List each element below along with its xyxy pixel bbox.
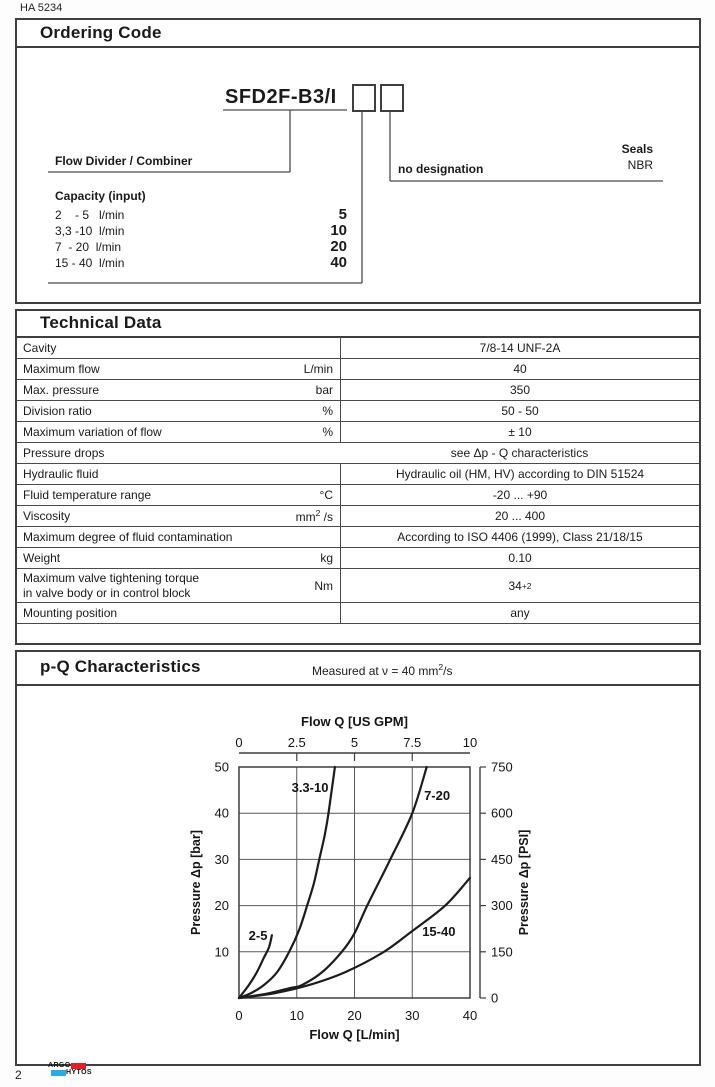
chart-bottom-tick-label: 40 <box>462 1008 478 1023</box>
chart-left-tick-label: 10 <box>214 944 229 960</box>
technical-label: Viscosity <box>23 508 71 523</box>
technical-unit: bar <box>315 383 333 397</box>
technical-label: Maximum variation of flow <box>23 424 162 439</box>
technical-row <box>17 380 699 401</box>
technical-value: any <box>340 603 699 623</box>
chart-right-tick-label: 600 <box>491 805 513 821</box>
technical-row <box>17 485 699 506</box>
logo-cyan-block <box>51 1070 66 1076</box>
technical-label: Maximum flow <box>23 361 100 376</box>
technical-value: According to ISO 4406 (1999), Class 21/18/15 <box>340 527 699 547</box>
technical-value: 40 <box>340 359 699 379</box>
technical-row <box>17 569 699 603</box>
chart-top-axis-title: Flow Q [US GPM] <box>301 714 408 729</box>
chart-curve-label-7-20: 7-20 <box>424 788 451 804</box>
technical-data-header <box>17 311 699 338</box>
pq-chart <box>142 690 542 1062</box>
chart-top-tick-label: 10 <box>462 735 478 750</box>
technical-value: 34 +2 <box>340 569 699 602</box>
technical-label: Maximum valve tightening torque in valve body or in control block <box>23 570 200 600</box>
technical-unit: Nm <box>314 578 333 593</box>
logo-word-hytos: HYTOS <box>66 1069 92 1076</box>
chart-left-axis-title: Pressure Δp [bar] <box>189 830 203 935</box>
pq-characteristics-section <box>15 650 701 1066</box>
capacity-row <box>55 207 347 223</box>
technical-value: 50 - 50 <box>340 401 699 421</box>
chart-right-tick-label: 300 <box>491 898 513 914</box>
capacity-code: 20 <box>330 238 347 255</box>
chart-bottom-tick-label: 30 <box>405 1008 420 1023</box>
flow-divider-label: Flow Divider / Combiner <box>55 154 193 168</box>
capacity-row <box>55 239 347 255</box>
technical-label: Maximum degree of fluid contamination <box>23 529 233 544</box>
chart-curve-3.3-10 <box>239 767 335 998</box>
chart-curve-label-2-5: 2-5 <box>248 928 268 944</box>
chart-top-tick-label: 2.5 <box>287 735 306 750</box>
measured-at-note: Measured at ν = 40 $mm^2/s$ <box>312 662 453 678</box>
capacity-range: 3,3 -10 l/min <box>55 224 125 238</box>
pq-header <box>17 652 699 686</box>
technical-label: Mounting position <box>23 605 118 620</box>
pq-title: p-Q Characteristics <box>40 657 201 676</box>
capacity-list <box>55 207 347 271</box>
logo-red-block <box>71 1063 86 1069</box>
chart-right-tick-label: 0 <box>491 990 499 1006</box>
argo-hytos-logo <box>48 1062 98 1076</box>
technical-unit: L/min <box>303 362 333 376</box>
chart-curve-label-3.3-10: 3.3-10 <box>291 779 329 795</box>
chart-top-tick-label: 0 <box>235 735 243 750</box>
ordering-code-value: SFD2F-B3/I <box>225 86 337 108</box>
chart-bottom-tick-label: 0 <box>235 1008 243 1023</box>
technical-label: Cavity <box>23 340 57 355</box>
technical-value: ± 10 <box>340 422 699 442</box>
chart-right-tick-label: 750 <box>491 759 513 775</box>
technical-data-section <box>15 309 701 645</box>
technical-row <box>17 338 699 359</box>
ordering-option-box-2 <box>380 84 404 112</box>
chart-right-tick-label: 450 <box>491 851 513 867</box>
ordering-code-section <box>15 18 701 304</box>
capacity-code: 10 <box>330 222 347 239</box>
chart-top-tick-label: 5 <box>350 735 359 750</box>
technical-label: Pressure drops <box>23 445 105 460</box>
technical-row <box>17 548 699 569</box>
technical-label: Hydraulic fluid <box>23 466 99 481</box>
technical-row <box>17 422 699 443</box>
chart-left-tick-label: 50 <box>214 759 229 775</box>
chart-curve-2-5 <box>239 935 272 998</box>
chart-left-tick-label: 40 <box>214 805 229 821</box>
chart-bottom-tick-label: 20 <box>347 1008 362 1023</box>
chart-bottom-axis-title: Flow Q [L/min] <box>309 1027 400 1042</box>
chart-left-tick-label: 30 <box>214 851 229 867</box>
technical-value: 0.10 <box>340 548 699 568</box>
chart-top-tick-label: 7.5 <box>403 735 422 750</box>
technical-unit: % <box>322 425 333 439</box>
chart-curve-7-20 <box>239 767 427 998</box>
logo-word-argo: ARGO <box>48 1062 71 1069</box>
no-designation-label: no designation <box>398 162 484 176</box>
technical-value: see Δp - Q characteristics <box>450 446 589 460</box>
ordering-option-box-1 <box>352 84 376 112</box>
technical-row <box>17 401 699 422</box>
technical-value: 350 <box>340 380 699 400</box>
seals-label: Seals <box>621 142 653 156</box>
technical-label: Max. pressure <box>23 382 100 397</box>
technical-row <box>17 603 699 624</box>
chart-curve-label-15-40: 15-40 <box>422 923 456 939</box>
technical-row <box>17 506 699 527</box>
technical-unit: $mm^2$ /s <box>295 508 333 524</box>
capacity-row <box>55 255 347 271</box>
technical-row <box>17 443 699 464</box>
chart-right-axis-title: Pressure Δp [PSI] <box>517 829 531 936</box>
technical-data-title: Technical Data <box>40 313 162 332</box>
technical-row <box>17 464 699 485</box>
document-number: HA 5234 <box>20 2 63 14</box>
technical-data-table <box>17 338 699 624</box>
capacity-code: 5 <box>338 206 347 223</box>
technical-label: Fluid temperature range <box>23 487 152 502</box>
chart-left-tick-label: 20 <box>214 898 229 914</box>
technical-value: 7/8-14 UNF-2A <box>340 338 699 358</box>
capacity-range: 15 - 40 l/min <box>55 256 125 270</box>
technical-value: -20 ... +90 <box>340 485 699 505</box>
technical-row <box>17 359 699 380</box>
chart-bottom-tick-label: 10 <box>289 1008 304 1023</box>
capacity-title: Capacity (input) <box>55 189 146 203</box>
technical-unit: kg <box>320 551 333 565</box>
technical-row <box>17 527 699 548</box>
capacity-range: 7 - 20 l/min <box>55 240 122 254</box>
technical-value: 20 ... 400 <box>340 506 699 526</box>
capacity-code: 40 <box>330 254 347 271</box>
capacity-range: 2 - 5 l/min <box>55 208 125 222</box>
technical-value: Hydraulic oil (HM, HV) according to DIN 51524 <box>340 464 699 484</box>
seals-value: NBR <box>627 158 653 172</box>
ordering-code-title: Ordering Code <box>40 23 162 42</box>
technical-label: Division ratio <box>23 403 92 418</box>
technical-unit: % <box>322 404 333 418</box>
capacity-row <box>55 223 347 239</box>
page-number: 2 <box>15 1068 22 1082</box>
technical-label: Weight <box>23 550 61 565</box>
chart-right-tick-label: 150 <box>491 944 513 960</box>
technical-unit: °C <box>319 488 333 502</box>
